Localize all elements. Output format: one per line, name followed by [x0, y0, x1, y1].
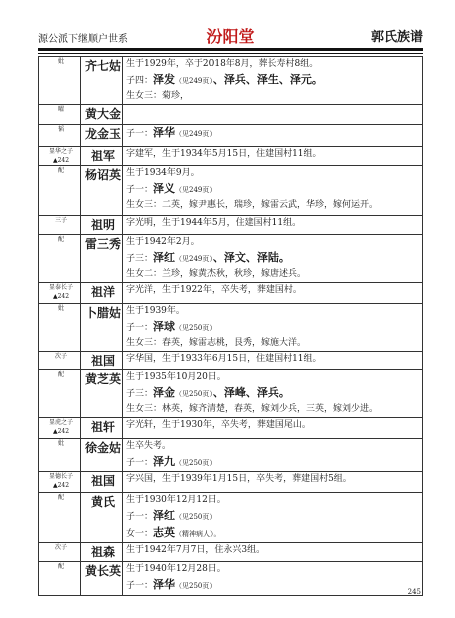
- detail-line: [126, 577, 422, 594]
- relation-cell: [39, 166, 81, 216]
- relation-cell: [39, 370, 81, 418]
- relation-text: 妣: [57, 58, 64, 65]
- genealogy-row: [39, 147, 423, 166]
- person-details: [123, 216, 423, 235]
- person-name: 祖军: [81, 147, 123, 166]
- lineage-title: 源公派下继顺户世系: [38, 34, 128, 45]
- child-name: 泽华: [153, 578, 176, 591]
- page-number: 245: [407, 588, 421, 596]
- person-details: [123, 166, 423, 216]
- child-name: 、泽文、泽陆。: [212, 251, 290, 264]
- relation-cell: [39, 418, 81, 439]
- genealogy-row: [39, 418, 423, 439]
- detail-text: 生于1935年10月20日。: [126, 372, 226, 382]
- genealogy-row: [39, 166, 423, 216]
- person-details: [123, 235, 423, 283]
- person-details: [123, 439, 423, 472]
- relation-cell: [39, 352, 81, 370]
- header-rule-thin: [38, 53, 423, 54]
- detail-text: 子三：: [126, 389, 154, 399]
- relation-cell: [39, 235, 81, 283]
- detail-text: 子三：: [126, 254, 154, 264]
- page-header: [38, 24, 423, 46]
- page-reference: （见250页）: [175, 324, 217, 332]
- detail-line: [126, 267, 422, 282]
- detail-line: [126, 250, 422, 267]
- person-details: [123, 562, 423, 596]
- relation-text: ▲242: [52, 482, 70, 489]
- genealogy-row: [39, 543, 423, 562]
- detail-text: 生女三：林英，嫁齐清楚，春英，嫁刘少兵，三英，嫁刘少进。: [126, 404, 379, 414]
- page-reference: （见250页）: [175, 390, 213, 398]
- detail-text: 生于1934年9月。: [126, 168, 200, 178]
- genealogy-row: [39, 125, 423, 147]
- page-reference: （见249页）: [175, 255, 213, 263]
- detail-line: [126, 216, 422, 231]
- child-name: 泽红: [153, 509, 176, 522]
- person-name: 祖森: [81, 543, 123, 562]
- detail-text: 子一：: [126, 512, 154, 522]
- person-name: 黄大金: [81, 105, 123, 125]
- person-details: [123, 283, 423, 304]
- child-name: 泽金: [153, 386, 176, 399]
- detail-text: 生卒失考。: [126, 441, 172, 451]
- genealogy-row: [39, 370, 423, 418]
- child-name: 泽九: [153, 455, 176, 468]
- detail-line: [126, 418, 422, 433]
- detail-text: 字兴国，生于1939年1月15日，卒失考，葬建国村5组。: [126, 474, 352, 484]
- child-name: 泽发: [153, 73, 176, 86]
- detail-line: [126, 166, 422, 181]
- relation-cell: [39, 105, 81, 125]
- detail-text: 生于1929年，卒于2018年8月，葬长寿村8组。: [126, 59, 319, 69]
- detail-line: [126, 283, 422, 298]
- detail-line: [126, 72, 422, 89]
- person-details: [123, 472, 423, 493]
- person-name: 龙金玉: [81, 125, 123, 147]
- detail-line: [126, 147, 422, 162]
- relation-text: 三子: [54, 217, 67, 224]
- detail-line: [126, 402, 422, 417]
- person-name: 祖明: [81, 216, 123, 235]
- detail-line: [126, 493, 422, 508]
- detail-text: 子一：: [126, 458, 154, 468]
- detail-line: [126, 125, 422, 142]
- relation-cell: [39, 439, 81, 472]
- detail-line: [126, 235, 422, 250]
- person-name: 黄长英: [81, 562, 123, 596]
- detail-text: 子四：: [126, 76, 154, 86]
- person-details: [123, 418, 423, 439]
- detail-line: [126, 57, 422, 72]
- relation-text: 妣: [57, 440, 64, 447]
- detail-text: 字光明，生于1944年5月，住建国村11组。: [126, 218, 302, 228]
- child-name: 泽义: [153, 182, 176, 195]
- detail-text: 生女三：二英，嫁尹惠长，瑞珍，嫁雷云武，华珍，嫁何运开。: [126, 200, 379, 210]
- detail-line: [126, 336, 422, 351]
- person-name: 祖国: [81, 352, 123, 370]
- detail-line: [126, 454, 422, 471]
- relation-text: ▲242: [52, 157, 70, 164]
- relation-cell: [39, 493, 81, 543]
- relation-text: 配: [57, 563, 64, 570]
- detail-line: [126, 181, 422, 198]
- relation-text: 次子: [54, 353, 67, 360]
- person-name: 祖国: [81, 472, 123, 493]
- detail-line: [126, 385, 422, 402]
- genealogy-row: [39, 493, 423, 543]
- detail-text: 生于1942年2月。: [126, 237, 200, 247]
- hall-name: 汾阳堂: [206, 27, 255, 46]
- person-name: 祖洋: [81, 283, 123, 304]
- detail-line: [126, 543, 422, 558]
- relation-text: 配: [57, 236, 64, 243]
- child-name: 志英: [153, 526, 176, 539]
- relation-text: 配: [57, 371, 64, 378]
- detail-text: 生于1940年12月28日。: [126, 564, 226, 574]
- person-details: [123, 543, 423, 562]
- relation-cell: [39, 472, 81, 493]
- genealogy-row: [39, 216, 423, 235]
- genealogy-table: [38, 56, 423, 596]
- person-name: 祖轩: [81, 418, 123, 439]
- person-name: 齐七姑: [81, 57, 123, 105]
- relation-text: 曜: [57, 106, 64, 113]
- detail-text: 字建军，生于1934年5月15日，住建国村11组。: [126, 149, 322, 159]
- page-reference: （见250页）: [175, 459, 217, 467]
- genealogy-row: [39, 472, 423, 493]
- detail-text: 女一：: [126, 529, 154, 539]
- person-details: [123, 304, 423, 352]
- detail-text: 生女二：兰珍，嫁黄杰秋，秋珍，嫁唐述兵。: [126, 269, 307, 279]
- page-reference: （见250页）: [175, 513, 217, 521]
- page-reference: （见249页）: [175, 130, 217, 138]
- relation-cell: [39, 57, 81, 105]
- relation-text: 显泰长子: [48, 284, 73, 291]
- person-name: 徐金姑: [81, 439, 123, 472]
- detail-line: [126, 319, 422, 336]
- person-details: [123, 370, 423, 418]
- child-name: 泽华: [153, 126, 176, 139]
- relation-text: 显华之子: [48, 148, 73, 155]
- person-name: 黄氏: [81, 493, 123, 543]
- page-reference: （见249页）: [175, 186, 217, 194]
- detail-text: 子一：: [126, 581, 154, 591]
- child-name: 、泽峰、泽兵。: [212, 386, 290, 399]
- genealogy-row: [39, 235, 423, 283]
- detail-line: [126, 562, 422, 577]
- relation-cell: [39, 125, 81, 147]
- relation-cell: [39, 147, 81, 166]
- person-details: [123, 125, 423, 147]
- relation-text: ▲242: [52, 293, 70, 300]
- relation-text: 显虎之子: [48, 419, 73, 426]
- detail-text: 生于1939年。: [126, 306, 185, 316]
- detail-text: 生女三：菊珍，: [126, 91, 190, 101]
- page-reference: （见249页）: [175, 77, 213, 85]
- relation-text: 配: [57, 494, 64, 501]
- child-name: 、泽兵、泽生、泽元。: [212, 73, 323, 86]
- detail-line: [126, 89, 422, 104]
- person-name: 杨诏英: [81, 166, 123, 216]
- relation-text: 次子: [54, 544, 67, 551]
- relation-cell: [39, 562, 81, 596]
- genealogy-row: [39, 304, 423, 352]
- relation-cell: [39, 543, 81, 562]
- detail-text: 字华国，生于1933年6月15日，住建国村11组。: [126, 354, 322, 364]
- person-details: [123, 493, 423, 543]
- detail-line: [126, 198, 422, 213]
- detail-line: [126, 439, 422, 454]
- person-details: [123, 57, 423, 105]
- detail-line: [126, 370, 422, 385]
- detail-line: [126, 352, 422, 367]
- genealogy-title: 郭氏族谱: [370, 30, 423, 45]
- genealogy-row: [39, 105, 423, 125]
- person-details: [123, 105, 423, 125]
- detail-line: [126, 472, 422, 487]
- person-name: 黄芝英: [81, 370, 123, 418]
- relation-cell: [39, 216, 81, 235]
- relation-text: 显德长子: [48, 473, 73, 480]
- detail-text: 生于1942年7月7日，住永兴3组。: [126, 545, 266, 555]
- genealogy-row: [39, 283, 423, 304]
- detail-line: [126, 304, 422, 319]
- person-name: 卜腊姑: [81, 304, 123, 352]
- detail-text: 子一：: [126, 323, 154, 333]
- genealogy-row: [39, 352, 423, 370]
- genealogy-row: [39, 439, 423, 472]
- detail-text: 子一：: [126, 129, 154, 139]
- person-details: [123, 352, 423, 370]
- detail-text: 字光洋，生于1922年，卒失考，葬建国村。: [126, 285, 302, 295]
- detail-text: 子一：: [126, 185, 154, 195]
- page-reference: （精神病人）。: [175, 530, 221, 538]
- person-details: [123, 147, 423, 166]
- header-rule-thick: [38, 48, 423, 51]
- detail-text: 生于1930年12月12日。: [126, 495, 226, 505]
- genealogy-row: [39, 562, 423, 596]
- detail-text: 字光轩，生于1930年，卒失考，葬建国尾山。: [126, 420, 311, 430]
- relation-text: 韬: [57, 126, 64, 133]
- relation-text: 妣: [57, 305, 64, 312]
- relation-cell: [39, 283, 81, 304]
- child-name: 泽球: [153, 320, 176, 333]
- relation-text: ▲242: [52, 428, 70, 435]
- detail-line: [126, 508, 422, 525]
- relation-text: 配: [57, 167, 64, 174]
- child-name: 泽红: [153, 251, 176, 264]
- person-name: 雷三秀: [81, 235, 123, 283]
- detail-line: [126, 525, 422, 542]
- relation-cell: [39, 304, 81, 352]
- page-reference: （见250页）: [175, 582, 217, 590]
- genealogy-row: [39, 57, 423, 105]
- detail-text: 生女三：春英，嫁雷志桃，艮秀，嫁施大洋。: [126, 338, 307, 348]
